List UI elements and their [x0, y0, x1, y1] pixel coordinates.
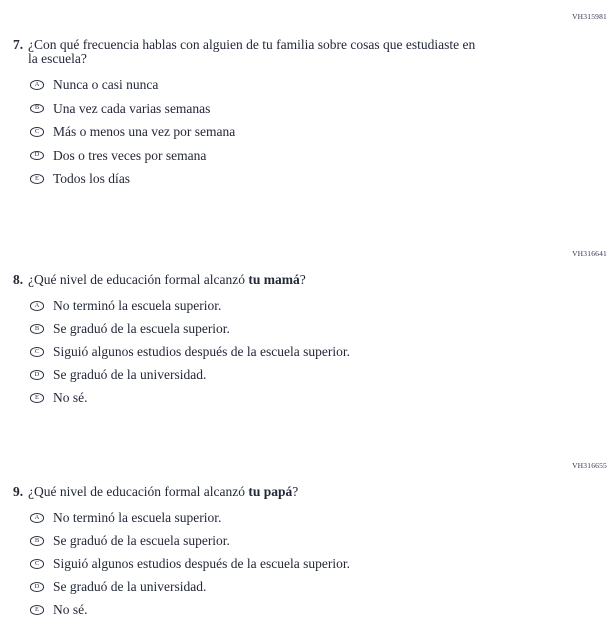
- question-number: 7.: [13, 37, 24, 52]
- option-row: [30, 100, 615, 116]
- option-label: Se graduó de la escuela superior.: [53, 533, 230, 548]
- bubble-letter: A: [34, 513, 40, 521]
- question-text-line-2: la escuela?: [28, 51, 87, 66]
- bubble-letter: E: [35, 393, 39, 401]
- option-label: Una vez cada varias semanas: [53, 100, 211, 116]
- question-7-options: [0, 79, 615, 185]
- answer-bubble-e[interactable]: [30, 174, 44, 184]
- bubble-letter: D: [34, 370, 40, 378]
- bubble-letter: B: [34, 104, 40, 112]
- question-text-bold: tu mamá: [248, 272, 300, 287]
- question-text-prefix: ¿Qué nivel de educación formal alcanzó: [28, 272, 249, 287]
- question-9-text-row: [0, 485, 615, 499]
- item-code: VH316641: [572, 249, 607, 258]
- option-row: [30, 369, 615, 381]
- option-label: No sé.: [53, 390, 88, 405]
- option-row: [30, 173, 615, 185]
- option-label: No sé.: [53, 602, 88, 617]
- answer-bubble-a[interactable]: [30, 301, 44, 311]
- answer-bubble-e[interactable]: [30, 605, 44, 615]
- option-label: No terminó la escuela superior.: [53, 298, 222, 313]
- answer-bubble-b[interactable]: [30, 324, 44, 334]
- option-label: No terminó la escuela superior.: [53, 510, 222, 525]
- question-7-block: [0, 12, 615, 197]
- answer-bubble-c[interactable]: [30, 559, 44, 569]
- option-label: Siguió algunos estudios después de la escuela superior.: [53, 344, 350, 359]
- bubble-letter: B: [34, 536, 40, 544]
- answer-bubble-d[interactable]: [30, 151, 44, 161]
- question-9-options: [0, 512, 615, 616]
- question-text-line-1: ¿Con qué frecuencia hablas con alguien de tu familia sobre cosas que estudiaste en: [28, 37, 476, 52]
- answer-bubble-b[interactable]: [30, 104, 44, 114]
- question-9-block: [0, 461, 615, 627]
- question-8-text-row: [0, 273, 615, 287]
- answer-bubble-d[interactable]: [30, 582, 44, 592]
- option-row: [30, 535, 615, 547]
- answer-bubble-e[interactable]: [30, 393, 44, 403]
- option-row: [30, 300, 615, 312]
- bubble-letter: C: [34, 559, 40, 567]
- option-row: [30, 147, 615, 163]
- answer-bubble-a[interactable]: [30, 513, 44, 523]
- question-text: [28, 38, 475, 66]
- question-text-suffix: ?: [299, 272, 306, 287]
- question-number: 8.: [13, 272, 24, 287]
- question-number: 9.: [13, 484, 24, 499]
- option-row: [30, 604, 615, 616]
- bubble-letter: C: [34, 347, 40, 355]
- bubble-letter: A: [34, 80, 40, 88]
- question-text-suffix: ?: [292, 484, 299, 499]
- bubble-letter: E: [35, 174, 39, 182]
- bubble-letter: E: [35, 605, 39, 613]
- option-row: [30, 323, 615, 335]
- item-code: VH315981: [572, 12, 607, 21]
- question-8-block: [0, 249, 615, 415]
- answer-bubble-d[interactable]: [30, 370, 44, 380]
- option-label: Nunca o casi nunca: [53, 77, 159, 92]
- answer-bubble-b[interactable]: [30, 536, 44, 546]
- question-text: [28, 273, 306, 287]
- option-label: Se graduó de la escuela superior.: [53, 321, 230, 336]
- option-label: Se graduó de la universidad.: [53, 579, 207, 594]
- option-row: [30, 392, 615, 404]
- option-label: Todos los días: [53, 171, 131, 186]
- bubble-letter: B: [34, 324, 40, 332]
- bubble-letter: D: [34, 582, 40, 590]
- answer-bubble-a[interactable]: [30, 80, 44, 90]
- item-code: VH316655: [572, 461, 607, 470]
- option-row: [30, 346, 615, 358]
- option-row: [30, 558, 615, 570]
- option-row: [30, 126, 615, 138]
- answer-bubble-c[interactable]: [30, 347, 44, 357]
- option-label: Dos o tres veces por semana: [53, 147, 207, 163]
- option-label: Se graduó de la universidad.: [53, 367, 207, 382]
- option-label: Más o menos una vez por semana: [53, 124, 236, 139]
- question-7-text-row: [0, 38, 615, 66]
- question-text-prefix: ¿Qué nivel de educación formal alcanzó: [28, 484, 249, 499]
- bubble-letter: A: [34, 301, 40, 309]
- option-label: Siguió algunos estudios después de la escuela superior.: [53, 556, 350, 571]
- question-8-options: [0, 300, 615, 404]
- answer-bubble-c[interactable]: [30, 127, 44, 137]
- question-text-bold: tu papá: [248, 484, 293, 499]
- question-text: [28, 485, 298, 499]
- bubble-letter: D: [34, 151, 40, 159]
- option-row: [30, 581, 615, 593]
- bubble-letter: C: [34, 127, 40, 135]
- option-row: [30, 79, 615, 91]
- option-row: [30, 512, 615, 524]
